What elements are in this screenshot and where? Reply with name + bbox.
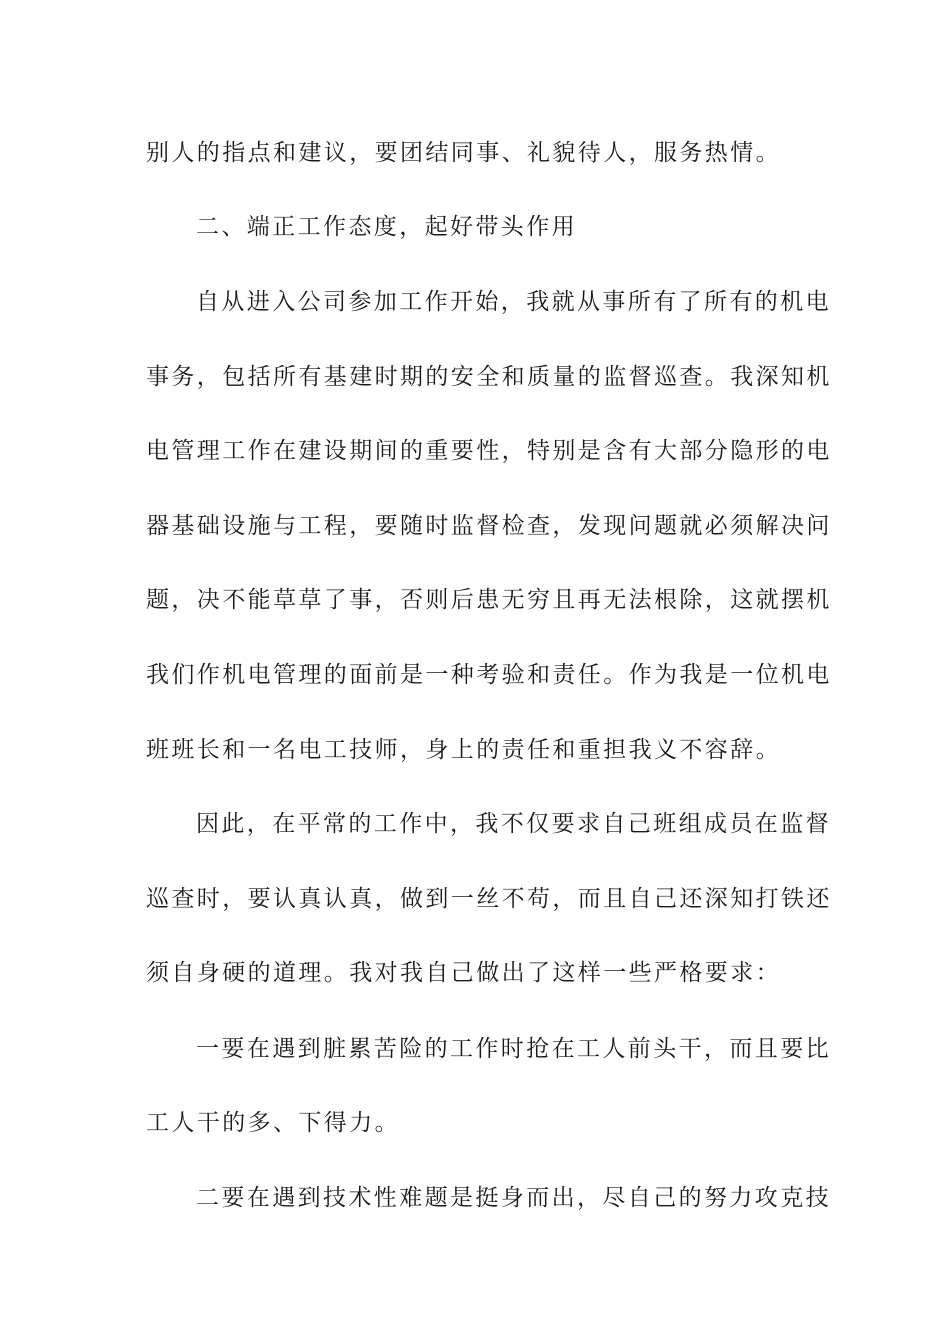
- paragraph-line: 一要在遇到脏累苦险的工作时抢在工人前头干，而且要比: [196, 1036, 831, 1062]
- paragraph-line: 自从进入公司参加工作开始，我就从事所有了所有的机电: [196, 289, 831, 315]
- paragraph-line: 器基础设施与工程，要随时监督检查，发现问题就必须解决问: [146, 513, 832, 539]
- paragraph-line: 须自身硬的道理。我对我自己做出了这样一些严格要求：: [146, 960, 781, 986]
- paragraph-line: 我们作机电管理的面前是一种考验和责任。作为我是一位机电: [146, 662, 832, 688]
- paragraph-line: 事务，包括所有基建时期的安全和质量的监督巡查。我深知机: [146, 364, 832, 390]
- text-line: 别人的指点和建议，要团结同事、礼貌待人，服务热情。: [146, 140, 781, 166]
- paragraph-line: 电管理工作在建设期间的重要性，特别是含有大部分隐形的电: [146, 438, 832, 464]
- paragraph-line: 因此，在平常的工作中，我不仅要求自己班组成员在监督: [196, 811, 831, 837]
- paragraph-line: 巡查时，要认真认真，做到一丝不苟，而且自己还深知打铁还: [146, 886, 832, 912]
- paragraph-line: 工人干的多、下得力。: [146, 1110, 400, 1136]
- paragraph-line: 二要在遇到技术性难题是挺身而出，尽自己的努力攻克技: [196, 1185, 831, 1211]
- paragraph-line: 班班长和一名电工技师，身上的责任和重担我义不容辞。: [146, 737, 781, 763]
- paragraph-line: 题，决不能草草了事，否则后患无穷且再无法根除，这就摆机: [146, 587, 832, 613]
- section-heading: 二、端正工作态度，起好带头作用: [196, 214, 577, 240]
